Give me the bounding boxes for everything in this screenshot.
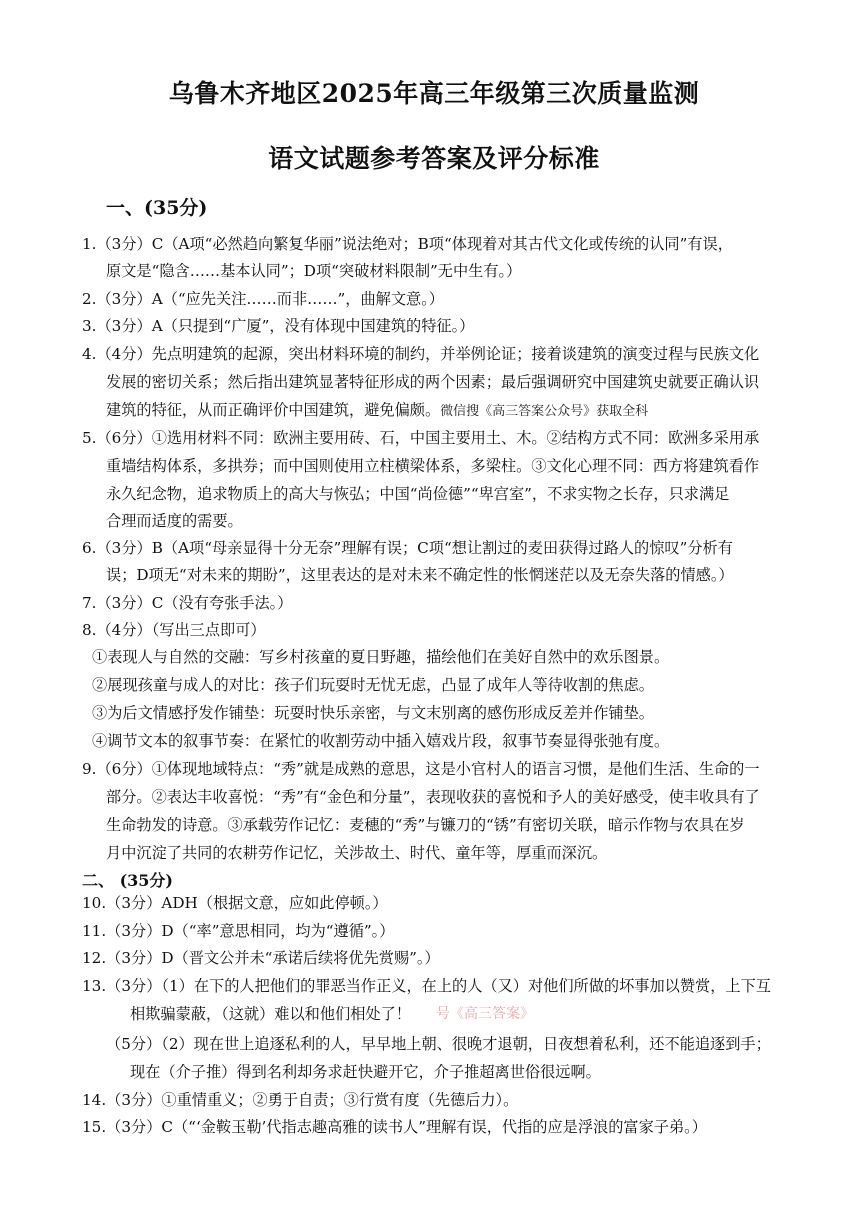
answer-line-q9-cont2: 生命勃发的诗意。③承载劳作记忆：麦穗的“秀”与镰刀的“锈”有密切关联，暗示作物与农具在岁 bbox=[106, 816, 745, 834]
answer-line-q9-end: 月中沉淀了共同的农耕劳作记忆，关涉故土、时代、童年等，厚重而深沉。 bbox=[106, 844, 608, 862]
answer-line-q4-cont: 发展的密切关系；然后指出建筑显著特征形成的两个因素；最后强调研究中国建筑史就要正确认识 bbox=[106, 373, 760, 391]
answer-line-q9: 9.（6分）①体现地域特点：“秀”就是成熟的意思，这是小官村人的语言习惯，是他们生活、生命的一 bbox=[82, 760, 760, 778]
answer-line-q2: 2.（3分）A（“应先关注……而非……”，曲解文意。） bbox=[82, 290, 444, 308]
answer-line-q14: 14.（3分）①重情重义；②勇于自责；③行赏有度（先德后力）。 bbox=[82, 1091, 519, 1109]
section-heading-two: 二、 (35分) bbox=[82, 871, 173, 890]
answer-text: 建筑的特征，从而正确评价中国建筑，避免偏颇。 bbox=[106, 401, 441, 419]
page-subtitle: 语文试题参考答案及评分标准 bbox=[268, 144, 600, 173]
answer-line-q1-cont: 原文是“隐含……基本认同”；D项“突破材料限制”无中生有。） bbox=[106, 262, 522, 280]
answer-line-q12: 12.（3分）D（晋文公并未“承诺后续将优先赏赐”。） bbox=[82, 949, 440, 967]
answer-line-q5-cont2: 永久纪念物，追求物质上的高大与恢弘；中国“尚俭德”“卑宫室”，不求实物之长存，只求满足 bbox=[106, 485, 730, 503]
answer-line-q8-point1: ①表现人与自然的交融：写乡村孩童的夏日野趣，描绘他们在美好自然中的欢乐图景。 bbox=[92, 648, 670, 666]
inline-watermark: 微信搜《高三答案公众号》获取全科 bbox=[440, 404, 649, 419]
answer-line-q5-cont: 重墙结构体系，多拱券；而中国则使用立柱横梁体系，多梁柱。③文化心理不同：西方将建筑看作 bbox=[106, 457, 760, 475]
answer-line-q5: 5.（6分）①选用材料不同：欧洲主要用砖、石，中国主要用土、木。②结构方式不同：欧洲多采用承 bbox=[82, 429, 760, 447]
answer-line-q11: 11.（3分）D（“率”意思相同，均为“遵循”。） bbox=[82, 922, 395, 940]
answer-line-q4: 4.（4分）先点明建筑的起源，突出材料环境的制约，并举例论证；接着谈建筑的演变过程与民族文化 bbox=[82, 345, 760, 363]
answer-line-q15: 15.（3分）C（“‘金鞍玉勒’代指志趣高雅的读书人”理解有误，代指的应是浮浪的富家子弟。） bbox=[82, 1118, 707, 1136]
answer-line-q8-point3: ③为后文情感抒发作铺垫：玩耍时快乐亲密，与文末别离的感伤形成反差并作铺垫。 bbox=[92, 704, 654, 722]
answer-line-q10: 10.（3分）ADH（根据文意，应如此停顿。） bbox=[82, 894, 388, 912]
answer-line-q13-1: 13.（3分）（1）在下的人把他们的罪恶当作正义，在上的人（又）对他们所做的坏事加以赞赏，上下互 bbox=[82, 977, 771, 995]
answer-line-q9-cont: 部分。②表达丰收喜悦：“秀”有“金色和分量”，表现收获的喜悦和予人的美好感受，使丰收具有了 bbox=[106, 788, 760, 806]
answer-line-q8: 8.（4分）（写出三点即可） bbox=[82, 621, 266, 639]
section-heading-one: 一、(35分) bbox=[106, 197, 208, 219]
answer-line-q7: 7.（3分）C（没有夸张手法。） bbox=[82, 594, 293, 612]
answer-line-q1: 1.（3分）C（A项“必然趋向繁复华丽”说法绝对；B项“体现着对其古代文化或传统的认同”有误， bbox=[82, 235, 733, 253]
answer-line-q6-cont: 误；D项无“对未来的期盼”，这里表达的是对未来不确定性的怅惘迷茫以及无奈失落的情感。） bbox=[106, 566, 734, 584]
answer-line-q3: 3.（3分）A（只提到“广厦”，没有体现中国建筑的特征。） bbox=[82, 317, 475, 335]
page-title: 乌鲁木齐地区2025年高三年级第三次质量监测 bbox=[168, 79, 700, 108]
red-watermark: 号《高三答案》 bbox=[436, 1006, 534, 1022]
answer-line-q13-2-cont: 现在（介子推）得到名利却务求赶快避开它，介子推超离世俗很远啊。 bbox=[130, 1063, 601, 1081]
answer-line-q13-1-cont: 相欺骗蒙蔽，（这就）难以和他们相处了！ bbox=[130, 1005, 411, 1023]
answer-line-q4-end bbox=[106, 400, 648, 422]
answer-line-q8-point4: ④调节文本的叙事节奏：在紧忙的收割劳动中插入嬉戏片段，叙事节奏显得张弛有度。 bbox=[92, 732, 670, 750]
answer-line-q13-2: （5分）（2）现在世上追逐私利的人，早早地上朝、很晚才退朝，日夜想着私利，还不能追逐到手； bbox=[106, 1035, 771, 1053]
answer-line-q6: 6.（3分）B（A项“母亲显得十分无奈”理解有误；C项“想让割过的麦田获得过路人的惊叹”分析有 bbox=[82, 539, 733, 557]
answer-line-q8-point2: ②展现孩童与成人的对比：孩子们玩耍时无忧无虑，凸显了成年人等待收割的焦虑。 bbox=[92, 676, 654, 694]
answer-line-q5-end: 合理而适度的需要。 bbox=[106, 512, 243, 530]
